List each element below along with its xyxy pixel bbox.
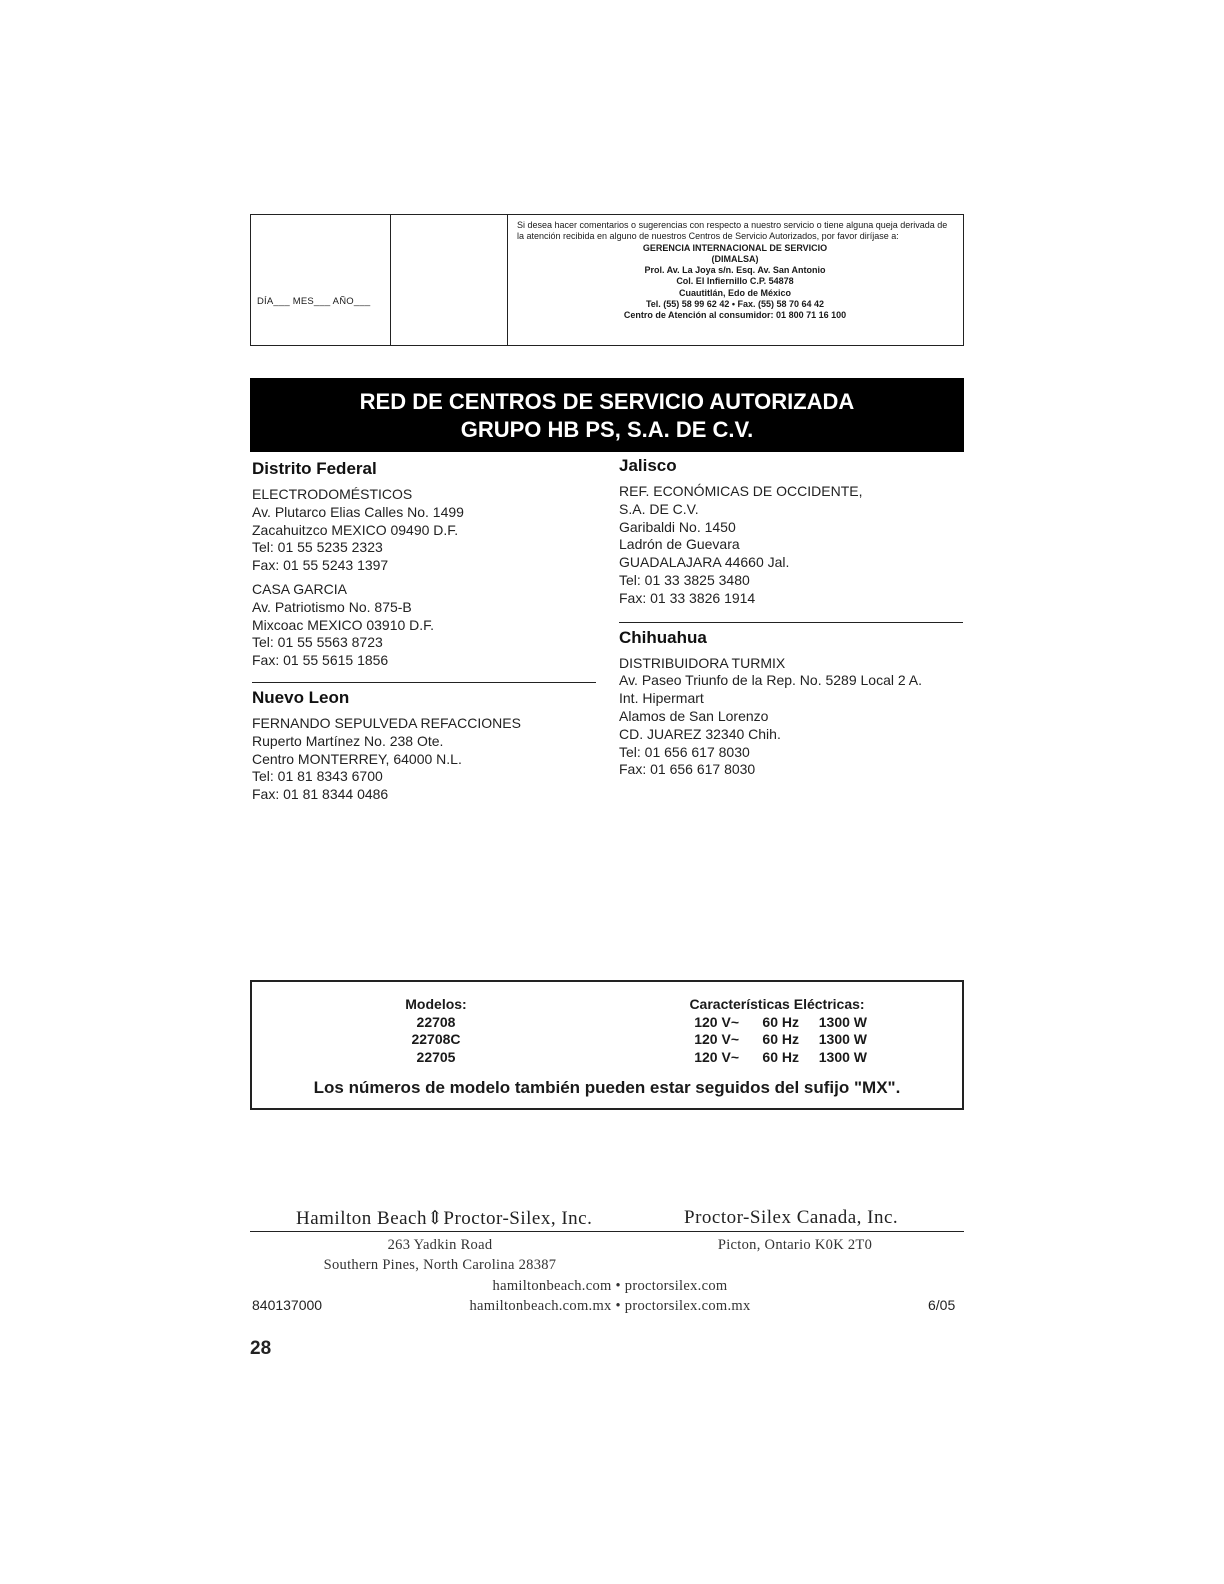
print-date: 6/05 [928, 1297, 956, 1313]
website-line-2: hamiltonbeach.com.mx • proctorsilex.com.mx [469, 1298, 751, 1314]
website-line-1: hamiltonbeach.com • proctorsilex.com [492, 1278, 728, 1294]
blank-cell [391, 215, 508, 345]
company-name-canada: Proctor-Silex Canada, Inc. [684, 1207, 899, 1228]
models-box [250, 980, 964, 1110]
part-number: 840137000 [252, 1297, 323, 1313]
entry-line: Ruperto Martínez No. 238 Ote. [252, 732, 444, 749]
service-center-entry [619, 655, 963, 780]
section-banner [250, 378, 964, 452]
region-title-jalisco: Jalisco [619, 456, 677, 475]
models-list [336, 996, 536, 1066]
spec-frequency: 60 Hz [762, 1013, 799, 1030]
entry-line: Tel: 01 33 3825 3480 [619, 571, 750, 588]
entry-line: Fax: 01 33 3826 1914 [619, 589, 756, 606]
entry-line: Int. Hipermart [619, 690, 704, 707]
entry-line: Av. Plutarco Elias Calles No. 1499 [252, 503, 464, 520]
entry-line: Fax: 01 55 5243 1397 [252, 557, 389, 574]
models-suffix-note: Los números de modelo también pueden estar seguidos del sufijo "MX". [313, 1078, 901, 1097]
us-address-line: Southern Pines, North Carolina 28387 [323, 1257, 557, 1273]
entry-line: GUADALAJARA 44660 Jal. [619, 554, 790, 571]
service-intro-text: Si desea hacer comentarios o sugerencias con respecto a nuestro servicio o tiene alguna queja derivada de la atención recibida en alguno de nuestros Centros de Servicio Autorizados, por favor diríjase a: [517, 220, 948, 242]
us-address-line: 263 Yadkin Road [387, 1237, 493, 1253]
spec-voltage: 120 V~ [694, 1031, 739, 1047]
entry-line: Fax: 01 55 5615 1856 [252, 652, 389, 669]
entry-line: FERNANDO SEPULVEDA REFACCIONES [252, 714, 521, 731]
model-number: 22708C [411, 1031, 461, 1047]
us-address [290, 1235, 590, 1275]
spec-row [657, 1014, 897, 1032]
electrical-specs-title: Características Eléctricas: [689, 996, 865, 1012]
canada-address: Picton, Ontario K0K 2T0 [717, 1237, 873, 1253]
spec-wattage: 1300 W [818, 1048, 867, 1065]
spec-frequency: 60 Hz [762, 1048, 799, 1065]
service-line: (DIMALSA) [711, 253, 759, 264]
entry-line: Mixcoac MEXICO 03910 D.F. [252, 616, 435, 633]
region-title-nuevo-leon: Nuevo Leon [252, 682, 596, 709]
entry-line: Centro MONTERREY, 64000 N.L. [252, 750, 462, 767]
date-line: DÍA___ MES___ AÑO___ [257, 296, 371, 307]
entry-line: CD. JUAREZ 32340 Chih. [619, 725, 781, 742]
spec-voltage: 120 V~ [694, 1048, 739, 1065]
spec-wattage: 1300 W [818, 1031, 867, 1047]
entry-line: Fax: 01 656 617 8030 [619, 761, 756, 778]
date-cell [251, 215, 391, 345]
service-line: Prol. Av. La Joya s/n. Esq. Av. San Antonio [644, 265, 826, 276]
spec-voltage: 120 V~ [694, 1013, 739, 1030]
entry-line: Tel: 01 81 8343 6700 [252, 768, 383, 785]
entry-line: Ladrón de Guevara [619, 536, 740, 553]
service-center-entry [252, 581, 596, 670]
right-service-column [619, 455, 963, 785]
entry-line: Garibaldi No. 1450 [619, 518, 736, 535]
entry-line: Av. Patriotismo No. 875-B [252, 598, 412, 615]
page-number: 28 [250, 1338, 272, 1359]
footer-divider [250, 1231, 964, 1232]
spec-frequency: 60 Hz [762, 1031, 799, 1047]
entry-line: S.A. DE C.V. [619, 500, 699, 517]
entry-line: Tel: 01 656 617 8030 [619, 743, 750, 760]
service-center-entry [619, 483, 963, 608]
entry-line: DISTRIBUIDORA TURMIX [619, 654, 786, 671]
model-number: 22708 [416, 1013, 456, 1030]
service-line: Col. El Infiernillo C.P. 54878 [676, 276, 794, 287]
service-center-entry [252, 486, 596, 575]
model-number: 22705 [416, 1048, 456, 1065]
left-service-column [252, 458, 596, 810]
entry-line: ELECTRODOMÉSTICOS [252, 486, 413, 502]
entry-line: REF. ECONÓMICAS DE OCCIDENTE, [619, 483, 863, 499]
service-line: Tel. (55) 58 99 62 42 • Fax. (55) 58 70 64 42 [645, 299, 825, 310]
entry-line: Fax: 01 81 8344 0486 [252, 786, 389, 803]
banner-subtitle: GRUPO HB PS, S.A. DE C.V. [460, 417, 754, 442]
entry-line: Alamos de San Lorenzo [619, 707, 769, 724]
models-title: Modelos: [405, 996, 467, 1012]
spec-wattage: 1300 W [818, 1013, 867, 1030]
service-line: GERENCIA INTERNACIONAL DE SERVICIO [642, 242, 828, 253]
service-line: Cuautitlán, Edo de México [678, 287, 791, 298]
entry-line: Tel: 01 55 5235 2323 [252, 539, 383, 556]
spec-row [657, 1031, 897, 1049]
service-center-entry [252, 715, 596, 804]
electrical-specs [657, 996, 897, 1066]
service-line: Centro de Atención al consumidor: 01 800 71 16 100 [623, 310, 847, 321]
service-contact-cell [508, 215, 963, 345]
entry-line: Av. Paseo Triunfo de la Rep. No. 5289 Local 2 A. [619, 672, 923, 689]
warranty-service-table [250, 214, 964, 346]
region-title-chihuahua: Chihuahua [619, 622, 963, 649]
company-name-us: Hamilton Beach⇕Proctor-Silex, Inc. [296, 1208, 593, 1229]
region-title-distrito-federal: Distrito Federal [252, 459, 377, 478]
entry-line: Tel: 01 55 5563 8723 [252, 634, 383, 651]
entry-line: CASA GARCIA [252, 580, 347, 597]
banner-title: RED DE CENTROS DE SERVICIO AUTORIZADA [359, 389, 855, 414]
spec-row [657, 1049, 897, 1067]
entry-line: Zacahuitzco MEXICO 09490 D.F. [252, 521, 459, 538]
